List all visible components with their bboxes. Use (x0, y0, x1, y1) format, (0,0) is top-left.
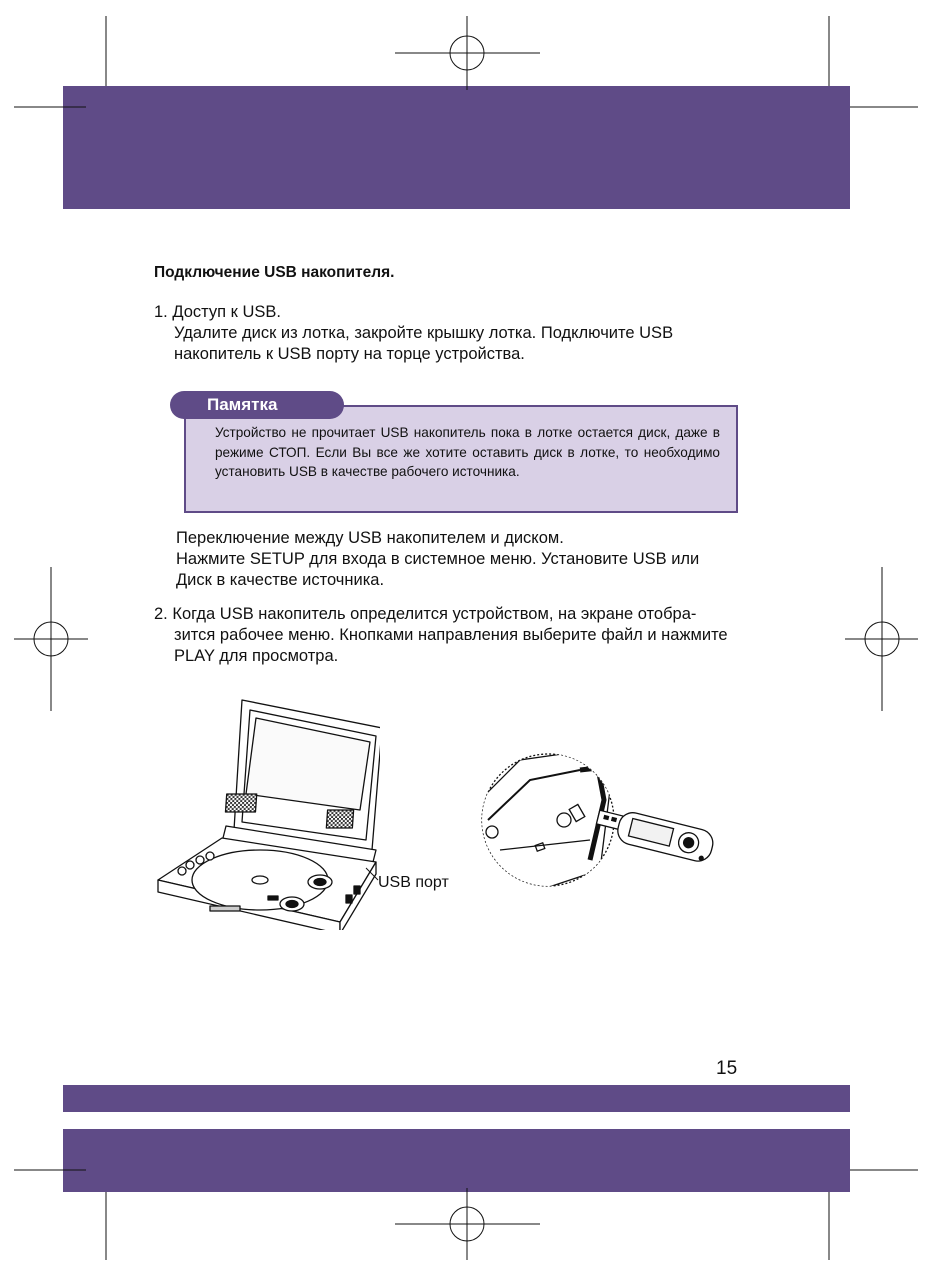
switch-line1: Переключение между USB накопителем и диском. (176, 529, 564, 547)
step1-line3: накопитель к USB порту на торце устройства. (174, 345, 525, 363)
step1-line2: Удалите диск из лотка, закройте крышку лотка. Подключите USB (174, 324, 674, 342)
step1-line1: 1. Доступ к USB. (154, 303, 281, 321)
section-heading: Подключение USB накопителя. (154, 264, 395, 281)
usb-closeup-illustration (480, 740, 720, 900)
switch-line3: Диск в качестве источника. (176, 571, 385, 589)
page-number: 15 (716, 1058, 738, 1079)
memo-label: Памятка (170, 391, 344, 419)
usb-port-label: USB порт (378, 874, 449, 891)
step2-line1: 2. Когда USB накопитель определится устройством, на экране отобра- (154, 605, 697, 623)
dvd-player-illustration (150, 690, 380, 930)
switch-line2: Нажмите SETUP для входа в системное меню. Установите USB или (176, 550, 700, 568)
step2-line2: зится рабочее меню. Кнопками направления выберите файл и нажмите (174, 626, 728, 644)
memo-text: Устройство не прочитает USB накопитель пока в лотке остается диск, даже в режиме СТОП. Если Вы все же хотите оставить диск в лотке, то необходимо установить USB в качестве рабочего источника. (215, 425, 720, 479)
step2-line3: PLAY для просмотра. (174, 647, 339, 665)
